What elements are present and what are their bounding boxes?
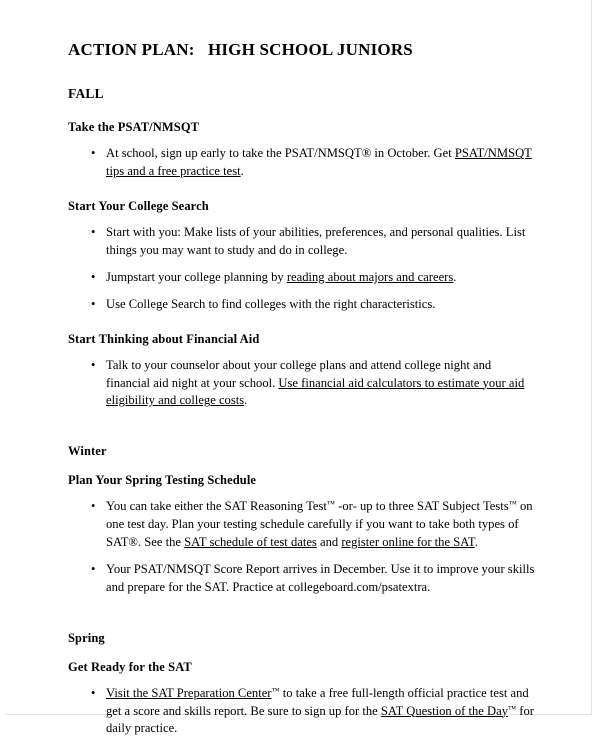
link-psat-tips[interactable]: PSAT/NMSQT tips and a free practice test <box>106 146 532 179</box>
link-sat-question-of-day[interactable]: SAT Question of the Day <box>380 703 508 718</box>
bullet-icon: • <box>91 561 96 576</box>
subheading-college-search: Start Your College Search <box>68 199 209 214</box>
bullet-icon: • <box>91 499 96 514</box>
bullet-list-take-psat <box>68 145 538 181</box>
subheading-take-psat: Take the PSAT/NMSQT <box>68 120 200 135</box>
bullet-list-get-ready-sat <box>68 685 538 739</box>
bullet-list-college-search <box>68 224 538 314</box>
bullet-icon: • <box>91 296 96 311</box>
bullet-list-spring-testing <box>68 498 538 596</box>
link-financial-aid-calculators[interactable]: Use financial aid calculators to estimate your aid eligibility and college costs <box>106 375 525 408</box>
list-item: • Jumpstart your college planning by reading about majors and careers. <box>68 269 538 287</box>
document-page <box>6 0 592 736</box>
list-item: • Your PSAT/NMSQT Score Report arrives in December. Use it to improve your skills and prepare for the SAT. Practice at collegeboard.com/psatextra. <box>91 561 535 594</box>
bullet-icon: • <box>91 225 96 240</box>
list-item: • Use College Search to find colleges with the right characteristics. <box>68 296 538 314</box>
section-heading-spring: Spring <box>68 630 105 645</box>
section-heading-winter: Winter <box>68 444 107 459</box>
bullet-icon: • <box>91 269 96 284</box>
link-sat-schedule[interactable]: SAT schedule of test dates <box>184 535 317 550</box>
document-body <box>68 40 538 750</box>
page-title: ACTION PLAN: HIGH SCHOOL JUNIORS <box>68 40 413 59</box>
bullet-list-financial-aid <box>68 357 538 411</box>
subheading-financial-aid: Start Thinking about Financial Aid <box>68 331 260 346</box>
link-majors-careers[interactable]: reading about majors and careers <box>286 269 454 284</box>
bullet-icon: • <box>91 685 96 700</box>
subheading-spring-testing: Plan Your Spring Testing Schedule <box>68 473 257 488</box>
link-sat-prep-center[interactable]: Visit the SAT Preparation Center <box>106 685 272 700</box>
list-item: • Start with you: Make lists of your abilities, preferences, and personal qualities. List things you may want to study and do in college. <box>91 225 526 258</box>
list-item: • At school, sign up early to take the PSAT/NMSQT® in October. Get PSAT/NMSQT tips and a free practice test. <box>91 146 532 179</box>
list-item: • You can take either the SAT Reasoning Test™ -or- up to three SAT Subject Tests™ on one test day. Plan your testing schedule carefully if you want to take both types of SAT®. See the SAT schedule of test dates and register online for the SAT. <box>91 499 533 550</box>
link-register-online-sat[interactable]: register online for the SAT <box>341 535 475 550</box>
bullet-icon: • <box>91 357 96 372</box>
bullet-icon: • <box>91 146 96 161</box>
section-heading-fall: FALL <box>68 86 104 102</box>
list-item: • Talk to your counselor about your college plans and attend college night and financial aid night at your school. Use financial aid calculators to estimate your aid eligibility and college costs. <box>91 357 525 408</box>
subheading-get-ready-sat: Get Ready for the SAT <box>68 659 192 674</box>
list-item: • Visit the SAT Preparation Center™ to take a free full-length official practice test and get a score and skills report. Be sure to sign up for the SAT Question of the Day™ for daily practice. <box>91 685 534 736</box>
